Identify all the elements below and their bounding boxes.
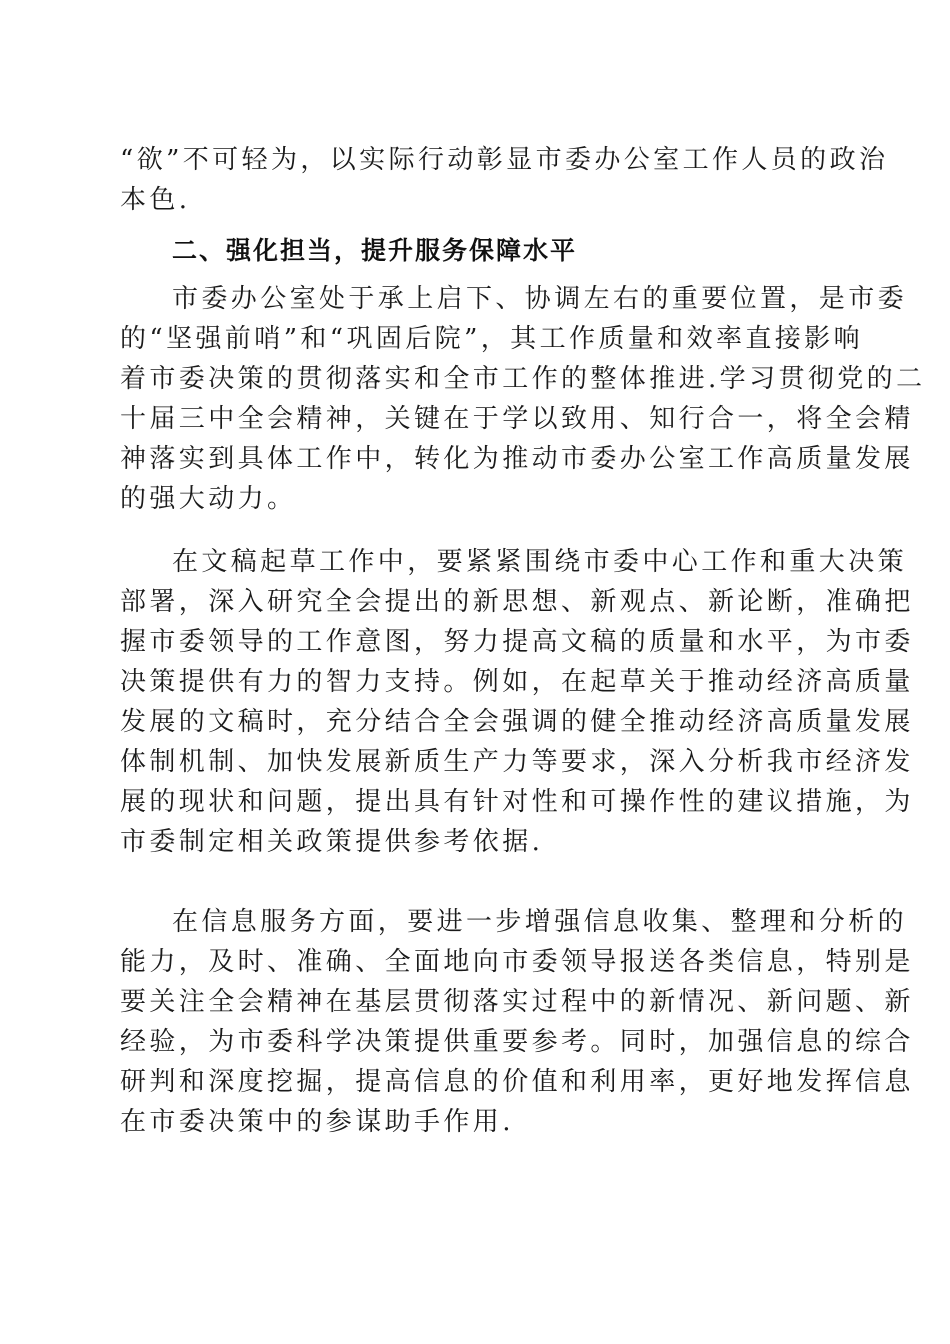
section-heading: 二、强化担当，提升服务保障水平 [172,236,578,265]
paragraph-line: 着市委决策的贯彻落实和全市工作的整体推进.学习贯彻党的二 [120,364,926,394]
paragraph-line: 的“坚强前哨”和“巩固后院”，其工作质量和效率直接影响 [120,324,863,354]
paragraph-line: 部署，深入研究全会提出的新思想、新观点、新论断，准确把 [120,587,914,617]
paragraph-line: 经验，为市委科学决策提供重要参考。同时，加强信息的综合 [120,1027,914,1057]
paragraph-line: 市委制定相关政策提供参考依据. [120,827,544,857]
paragraph-line: 神落实到具体工作中，转化为推动市委办公室工作高质量发展 [120,444,914,474]
paragraph-line: 要关注全会精神在基层贯彻落实过程中的新情况、新问题、新 [120,987,914,1017]
paragraph-line: 握市委领导的工作意图，努力提高文稿的质量和水平，为市委 [120,627,914,657]
paragraph-line: 展的现状和问题，提出具有针对性和可操作性的建议措施，为 [120,787,914,817]
paragraph-line: 决策提供有力的智力支持。例如，在起草关于推动经济高质量 [120,667,914,697]
paragraph-line: 研判和深度挖掘，提高信息的价值和利用率，更好地发挥信息 [120,1067,914,1097]
paragraph-3 [120,542,914,862]
paragraph-line: 发展的文稿时，充分结合全会强调的健全推动经济高质量发展 [120,707,914,737]
paragraph-line: “欲”不可轻为，以实际行动彰显市委办公室工作人员的政治 [120,145,889,175]
paragraph-line: 在信息服务方面，要进一步增强信息收集、整理和分析的 [172,907,908,937]
paragraph-line: 本色. [120,185,191,215]
paragraph-2 [120,279,926,519]
paragraph-4 [120,902,914,1142]
paragraph-line: 市委办公室处于承上启下、协调左右的重要位置，是市委 [172,284,908,314]
paragraph-line: 体制机制、加快发展新质生产力等要求，深入分析我市经济发 [120,747,914,777]
paragraph-line: 的强大动力。 [120,484,297,514]
paragraph-line: 十届三中全会精神，关键在于学以致用、知行合一，将全会精 [120,404,914,434]
paragraph-line: 在文稿起草工作中，要紧紧围绕市委中心工作和重大决策 [172,547,908,577]
paragraph-1 [120,140,889,220]
paragraph-line: 在市委决策中的参谋助手作用. [120,1107,514,1137]
paragraph-line: 能力，及时、准确、全面地向市委领导报送各类信息，特别是 [120,947,914,977]
